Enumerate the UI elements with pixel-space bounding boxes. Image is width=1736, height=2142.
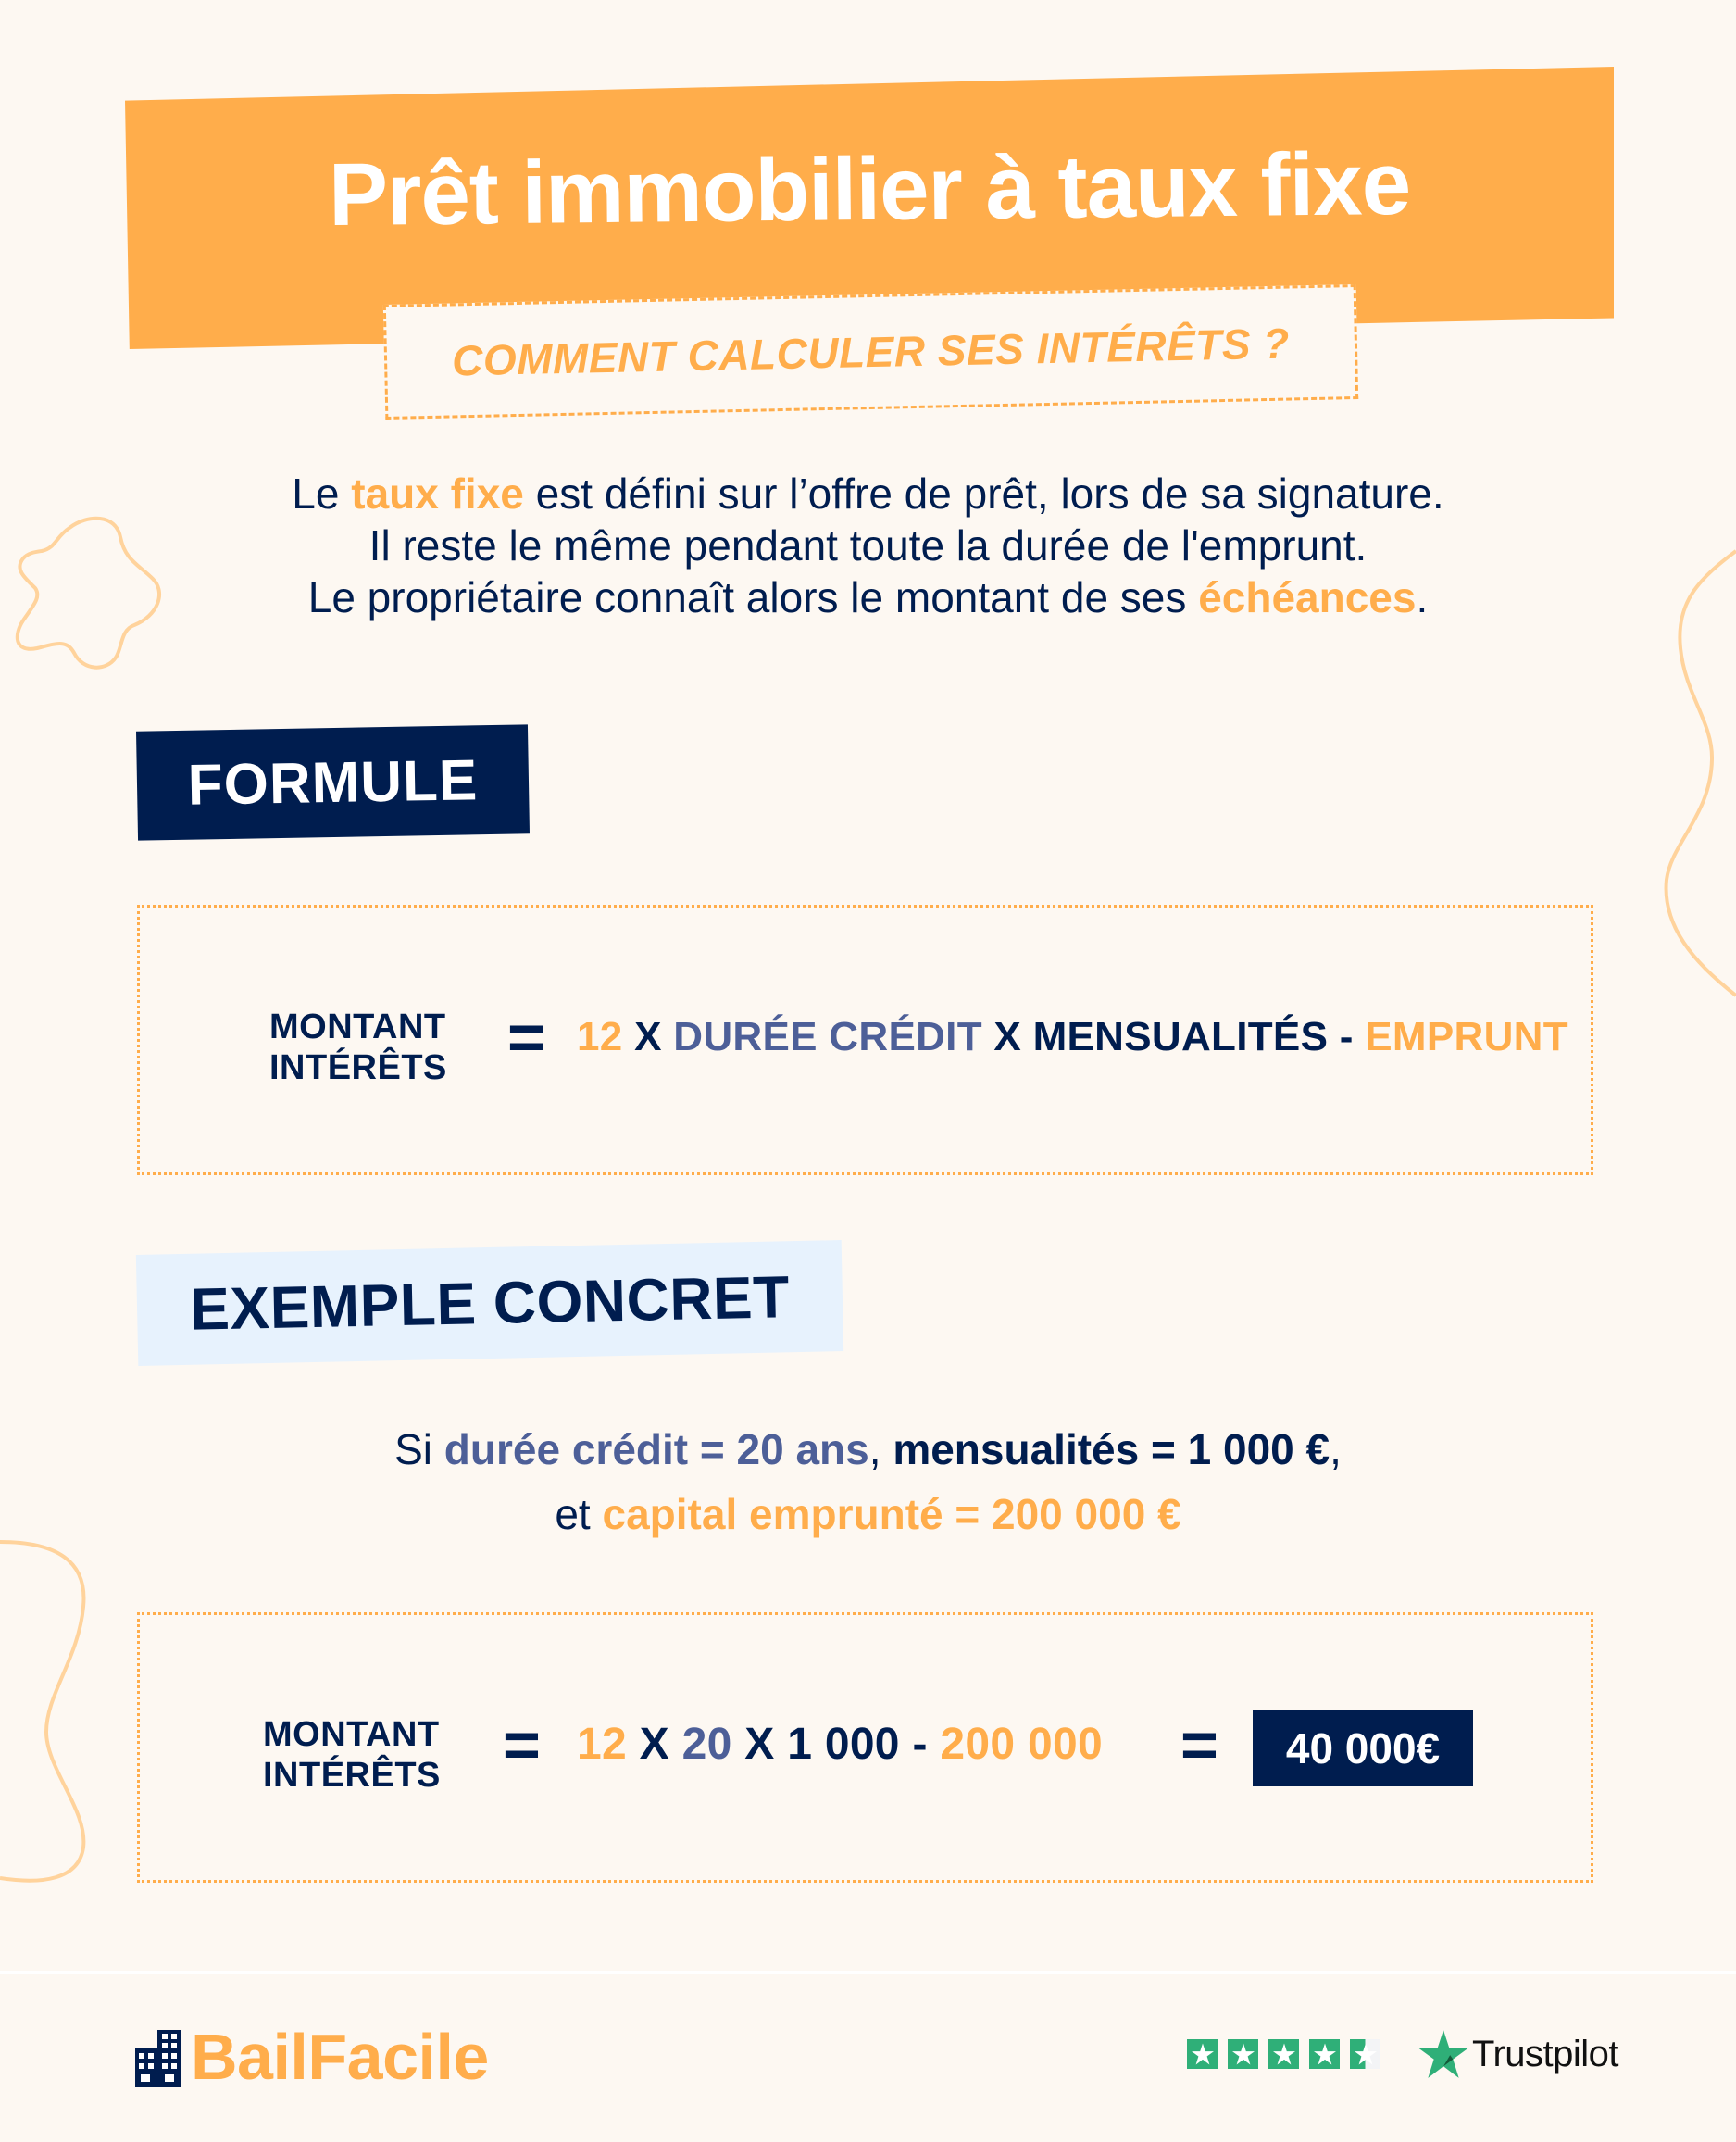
formula-expression: [577, 1014, 1568, 1060]
calculation-expression: [577, 1719, 1103, 1770]
label-line: INTÉRÊTS: [263, 1756, 441, 1795]
intro-line-1: [139, 468, 1597, 520]
formule-heading: FORMULE: [187, 747, 479, 818]
star-icon: [1192, 2043, 1214, 2065]
example-paragraph: [139, 1417, 1597, 1547]
example-text: ,: [1330, 1425, 1342, 1473]
intro-text: .: [1416, 573, 1429, 621]
intro-text: est défini sur l’offre de prêt, lors de sa signature.: [523, 470, 1444, 518]
value-1000: 1 000: [787, 1720, 900, 1769]
intro-text: Le: [292, 470, 352, 518]
value-200000: 200 000: [940, 1720, 1103, 1769]
trustpilot-star-icon: [1418, 2030, 1468, 2078]
exemple-heading-box: [136, 1240, 843, 1366]
result-badge: [1253, 1710, 1473, 1786]
term-mensualites: MENSUALITÉS: [1032, 1014, 1329, 1059]
star-icon: [1314, 2043, 1336, 2065]
term-emprunt: EMPRUNT: [1365, 1014, 1568, 1059]
highlight-echeances: échéances: [1198, 573, 1417, 621]
example-line-2: [139, 1482, 1597, 1547]
page-title: Prêt immobilier à taux fixe: [328, 133, 1411, 245]
mensualites-value: mensualités = 1 000 €: [893, 1425, 1330, 1473]
trustpilot-star-box: [1350, 2039, 1380, 2069]
calculation-box: [137, 1612, 1593, 1883]
label-line: INTÉRÊTS: [269, 1048, 447, 1087]
montant-interets-label: [263, 1714, 441, 1796]
intro-line-2: Il reste le même pendant toute la durée de l'emprunt.: [368, 521, 1368, 570]
term-duree-credit: DURÉE CRÉDIT: [673, 1014, 982, 1059]
exemple-heading: EXEMPLE CONCRET: [189, 1263, 791, 1343]
times-sign: X: [981, 1014, 1033, 1059]
montant-interets-label: [269, 1007, 447, 1088]
example-text: Si: [394, 1425, 444, 1473]
times-sign: X: [731, 1720, 788, 1769]
trustpilot-star-box: [1268, 2039, 1299, 2069]
equals-sign-result: =: [1180, 1709, 1218, 1781]
result-value: 40 000€: [1285, 1723, 1441, 1772]
example-text: et: [555, 1490, 603, 1538]
intro-line-3: [139, 571, 1597, 623]
times-sign: X: [622, 1014, 674, 1059]
duree-credit-value: durée crédit = 20 ans: [443, 1425, 869, 1473]
trustpilot-logo: [1418, 2030, 1618, 2078]
equals-sign: =: [507, 1001, 545, 1073]
building-icon: [135, 2030, 181, 2087]
trustpilot-rating: [1187, 2030, 1618, 2078]
wave-doodle-left-icon: [0, 1519, 130, 1963]
minus-sign: -: [899, 1720, 941, 1769]
example-text: ,: [868, 1425, 893, 1473]
star-icon: [1273, 2043, 1295, 2065]
footer-divider: [0, 1971, 1736, 1974]
value-20: 20: [681, 1720, 732, 1769]
formula-box: [137, 905, 1593, 1175]
equals-sign: =: [503, 1709, 541, 1781]
star-icon: [1232, 2043, 1255, 2065]
value-12: 12: [577, 1720, 627, 1769]
trustpilot-label: Trustpilot: [1472, 2033, 1619, 2074]
subtitle-box: [383, 284, 1358, 420]
trustpilot-star-box: [1228, 2039, 1258, 2069]
trustpilot-star-box: [1309, 2039, 1340, 2069]
formule-heading-box: [136, 724, 530, 840]
label-line: MONTANT: [263, 1715, 440, 1754]
term-12: 12: [577, 1014, 623, 1059]
capital-emprunte-value: capital emprunté = 200 000 €: [602, 1490, 1181, 1538]
brand-name: BailFacile: [191, 2021, 489, 2093]
example-line-1: [139, 1417, 1597, 1482]
page-subtitle: COMMENT CALCULER SES INTÉRÊTS ?: [451, 319, 1291, 385]
bailfacile-logo: [135, 2021, 489, 2093]
wave-doodle-right-icon: [1643, 537, 1736, 1056]
times-sign: X: [627, 1720, 682, 1769]
intro-text: Le propriétaire connaît alors le montant de ses: [307, 573, 1199, 621]
minus-sign: -: [1328, 1014, 1366, 1059]
label-line: MONTANT: [269, 1008, 446, 1046]
trustpilot-stars: [1187, 2039, 1391, 2069]
star-icon: [1355, 2043, 1377, 2065]
highlight-taux-fixe: taux fixe: [351, 470, 524, 518]
trustpilot-star-box: [1187, 2039, 1218, 2069]
intro-paragraph: [139, 468, 1597, 623]
